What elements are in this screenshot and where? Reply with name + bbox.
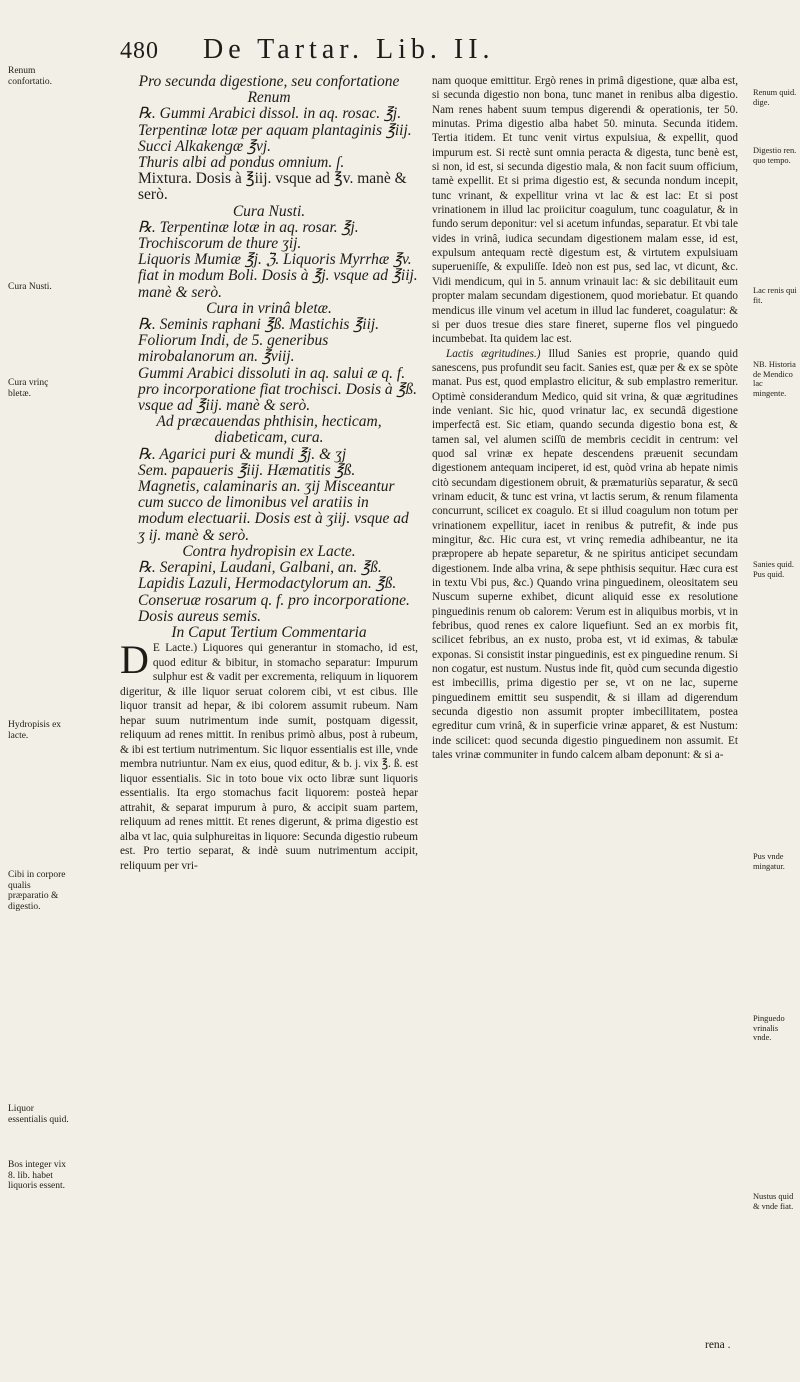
section-heading: Ad præcauendas phthisin, hecticam, diabeticam, cura. (156, 413, 382, 447)
margin-note: Cura vrinç bletæ. (8, 378, 49, 399)
commentary-paragraph: nam quoque emittitur. Ergò renes in primâ digestione, quæ alba est, si secunda digestio non bona, tunc manet in renibus alba digestio. Nam renes habent suum tempus digerendi & operationis, ter 50. minutas. Prima digestio alba habet 50. minuta. Secunda itidem. Tertia itidem. Et tunc venit virtus expulsiua, & expellit, quod impurum est. Si rectè sunt omnia peracta & digesta, tunc benè est, si non, id est, si secunda digestio mala, & non facit suum officium, tamè expellit. Et si prima digestio est, & secunda nondum incepit, tunc vrinant, & expellitur vrina vt lac & est lac: Et si post vrinationem in illud lac proiicitur coagulum, tunc coagulatur, & in fundo serum deponitur: vel si acetum infundas, separatur. Et vbi tale vides in vrinâ, iudica secundam digestionem malam esse, id est, expulsum antequam rectè digestum est, & virtutem expulsiuam superueniſſe, & expuliſſe. Ideò non est pus, sed lac, vt dicunt, &c. Vidi mendicum, qui in 5. annum vrinauit lac: & sic debilitauit eum propter malam secundam digestionem, quod moriebatur. Et quando mendicus ille vinum vel acetum in illud lac funderet, coagulatur: & si per duos tresue dies stare fineret, superne flos vel pinguedo incumbebat. Ita quidem lac est. (432, 75, 738, 346)
commentary-paragraph (120, 637, 418, 873)
right-column (432, 74, 738, 763)
margin-note: Pinguedo vrinalis vnde. (753, 1014, 785, 1042)
margin-note: Hydropisis ex lacte. (8, 720, 62, 741)
running-header (120, 34, 740, 68)
margin-note: Cibi in corpore qualis præparatio & digestio. (8, 870, 66, 912)
commentary-paragraph (432, 347, 738, 763)
margin-note: Sanies quid. Pus quid. (753, 560, 794, 579)
margin-note: Digestio ren. quo tempo. (753, 146, 797, 165)
recipe-line: Trochiscorum de thure ʒij. (138, 235, 302, 253)
left-column (120, 74, 418, 873)
margin-note: Lac renis qui fit. (753, 286, 797, 305)
recipe-line: ℞. Agarici puri & mundi ℥j. & ʒj (138, 445, 347, 463)
section-heading: Cura in vrinâ bletæ. (206, 299, 332, 317)
margin-note: Renum quid. dige. (753, 88, 797, 107)
margin-note: Cura Nusti. (8, 282, 52, 292)
margin-note: Liquor essentialis quid. (8, 1104, 69, 1125)
recipe-line: ℞. Gummi Arabici dissol. in aq. rosac. ℥j. (138, 105, 402, 123)
margin-note: Renum confortatio. (8, 66, 53, 87)
recipe-line: ℞. Seminis raphani ℥ß. Mastichis ℥iij. Foliorum Indi, de 5. generibus mirobalanorum an. ℥viij. (138, 316, 380, 366)
section-heading: Contra hydropisin ex Lacte. (182, 542, 356, 560)
recipe-line: Liquoris Mumiæ ℥j. ℨ. Liquoris Myrrhæ ℥v. fiat in modum Boli. Dosis à ℥j. vsque ad ℥iij. manè & serò. (138, 251, 418, 301)
section-heading: Cura Nusti. (232, 202, 306, 220)
margin-note: Pus vnde mingatur. (753, 852, 785, 871)
recipe-line: Gummi Arabici dissoluti in aq. salui æ q. f. pro incorporatione fiat trochisci. Dosis à ℥ß. vsque ad ℥iij. manè & serò. (138, 364, 418, 415)
recipe-line: Terpentinæ lotæ per aquam plantaginis ℥iij. (138, 121, 412, 139)
margin-note: Nustus quid & vnde fiat. (753, 1192, 794, 1211)
margin-note: NB. Historia de Mendico lac mingente. (753, 360, 796, 398)
running-title: De Tartar. Lib. II. (203, 34, 495, 65)
recipe-line: Succi Alkakengæ ℥vj. (138, 137, 272, 155)
margin-note: Bos integer vix 8. lib. habet liquoris essent. (8, 1160, 67, 1191)
page-number: 480 (120, 38, 159, 64)
recipe-line: Thuris albi ad pondus omnium. ſ. (138, 154, 345, 172)
lemma: Lactis ægritudines.) (446, 347, 541, 360)
recipe-line: Conseruæ rosarum q. f. pro incorporatione. Dosis aureus semis. (138, 591, 410, 625)
drop-cap: D (120, 637, 149, 683)
section-heading: In Caput Tertium Commentaria (171, 623, 367, 641)
section-heading: Pro secunda digestione, seu confortatione Renum (138, 73, 400, 107)
recipe-line: ℞. Terpentinæ lotæ in aq. rosar. ℥j. (138, 218, 359, 236)
recipe-line: Mixtura. Dosis à ℥iij. vsque ad ℥v. manè & serò. (138, 170, 407, 204)
recipe-line: ℞. Serapini, Laudani, Galbani, an. ℥ß. Lapidis Lazuli, Hermodactylorum an. ℥ß. (138, 559, 397, 593)
paragraph-text: E Lacte.) Liquores qui generantur in stomacho, id est, quod editur & bibitur, in stomacho separatur: Impurum sulphur est & vadit per excrementa, reliquum in liquorem digeritur, & ille liquor seruat colorem cibi, vt est cibus. Ille liquor transit ad hepar, & ibi colorem assumit rubeum. Nam hepar suum nutrimentum inde sumit, postquam digessit, reliquum ad renes mittit. In renibus primò albus, post à rubeum, & ibi est tertium nutrimentum. Sic liquor essentialis est ille, vnde membra nutriuntur. Nam ex eius, quod editur, & b. j. vix ℥. ß. est liquor essentialis. Sic in toto boue vix octo libræ sunt liquoris essentialis. Ita ergo stomachus facit liquorem: posteà hepar attrahit, & separat impurum à puro, & accipit suam partem, reliquum ad renes mittit. Et renes digerunt, & prima digestio est alba vt lac, quia sulphureitas in liquore: Secunda digestio rubeum est. Pro tertio separat, & indè suum nutrimentum accipit, reliquum per vri- (120, 642, 418, 872)
recipe-line: Sem. papaueris ℥iij. Hæmatitis ℥ß. Magnetis, calaminaris an. ʒij Misceantur cum succo de limonibus vel aratiis in modum electuarii. Dosis est à ʒiij. vsque ad ʒ ij. manè & serò. (138, 461, 409, 544)
catchword: rena . (705, 1339, 731, 1351)
paragraph-text: Illud Sanies est proprie, quando quid sanescens, pus profundit seu facit. Sanies est, quæ per & ex se spòte manat. Pus est, quod emplastro elicitur, & sub emplastro remeritur. Optimè considerandum Medico, quid sit vrina, & quæ ægritudines inde veniant. Sic hic, quod vrinatur lac, ex secundâ digestione imperfectâ est. Sic etiam, quando secunda digestio bona est, & tamen sal, vel alumen sciſſū de membris cecidit in centrum: vel quod sal vrinæ ex hepate descendens præuenit secundam digestionem antequam inciperet, id est, quòd vrina ab hepate nimis citò secundam digestionem obruit, & præmaturiùs separatur, & secū vrinam educit, & tunc est vrina, vt lactis serum, & renum filamenta concurrunt, scilicet ex coagulo. Et si illud coagulum non totum per vrinationem expellitur, iacet in renibus & putrefit, & inde pus mingitur, &c. Hic cura est, vt vrinç remedia adhibeantur, ne ita præpropere ab hepate separetur, & ne spiritus anticipet secundam digestionem. Inde alba vrina, & sepe phthisis sequitur. Hæc cura est in textu Vbi pus, &c.) Quando vrina pinguedinem, oleositatem seu Nuscum superne exhibet, dicunt aliquid esse ex resolutione pinguedinis renum ob calorem: Verum est in aliquibus morbis, vt in febribus, quod renes ex calore liquefiunt. Sed an ex morbis fit, scilicet febribus, an ex nusto, proba est, vt id eximas, & tabulæ exponas. Si consistit instar pinguedinis, est ex pinguedine renum. Si non cogatur, est nustum. Nustus inde fit, quòd cum secunda digestio est imbecillis, prima digestio per se, vt on ne lac, superne pinguedinem emittit seu suspendit, & si illam ad digerendum secunda digestio non assumit propter imbecillitatem, postea egreditur cum vrinâ, & in superficie vrinæ apparet, & est Nustum: inde scilicet: quod secunda digestio pinguedinem non assumit. Et tales vrinæ communiter in fundo calcem albam deponunt: & si a- (432, 347, 738, 762)
